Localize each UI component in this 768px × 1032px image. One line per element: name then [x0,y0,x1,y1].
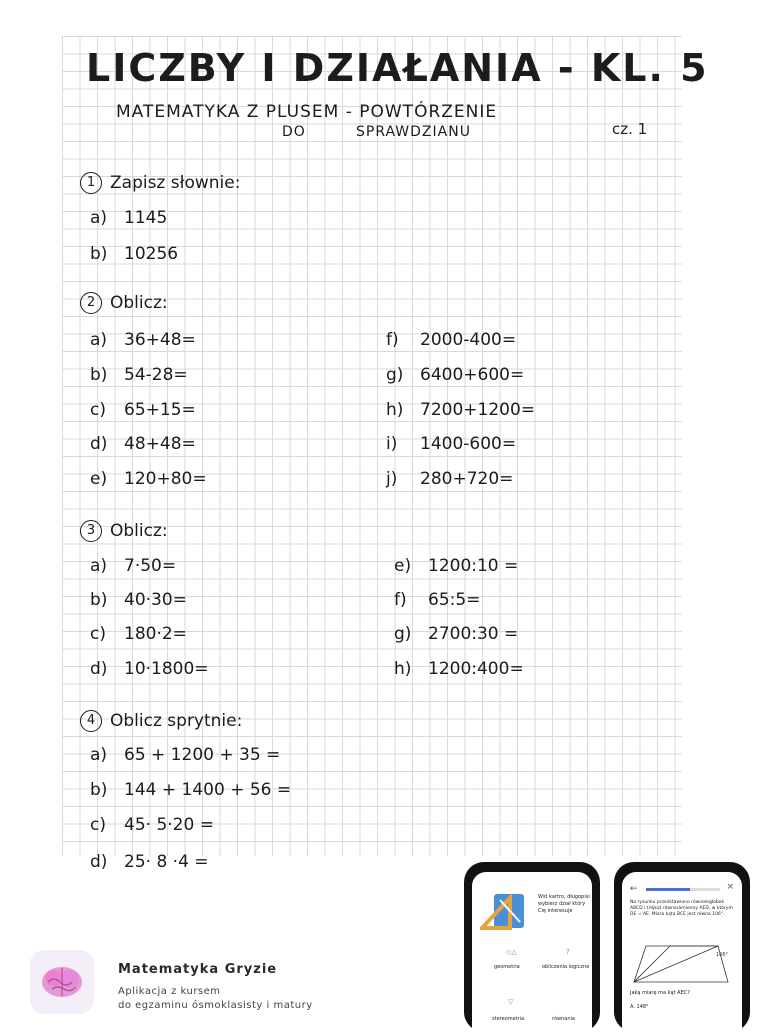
list-item [90,815,214,835]
section-number: 1 [80,172,102,194]
item-expression: 6400+600= [420,365,525,385]
list-item [90,244,178,264]
phone-screen [472,872,592,1032]
item-letter: c) [90,624,106,644]
list-item [386,469,513,489]
item-letter: h) [386,400,404,420]
solid-icon: ▽ [508,998,514,1006]
list-item [394,659,524,679]
item-letter: a) [90,330,108,350]
phone-mockup-problem [614,862,750,1032]
item-expression: 36+48= [124,330,196,350]
item-expression: 54-28= [124,365,188,385]
part-label: cz. 1 [612,120,648,138]
logic-icon: ? [566,948,570,956]
geometry-tools-icon [480,890,532,934]
item-letter: i) [386,434,398,454]
back-arrow-icon[interactable]: ← [630,884,638,894]
item-expression: 120+80= [124,469,207,489]
item-letter: j) [386,469,398,489]
item-letter: a) [90,556,108,576]
section-title: Oblicz: [110,521,168,541]
phone-intro-text: Wst kartro, długopisi wybierz dział który Cię interesuje [538,894,590,914]
section-title: Oblicz: [110,293,168,313]
list-item [90,469,207,489]
item-expression: 65 + 1200 + 35 = [124,745,281,765]
item-expression: 65:5= [428,590,481,610]
close-icon[interactable]: × [726,882,734,892]
question-text: Jaką miarę ma kąt AEC? [630,990,690,996]
item-expression: 2700:30 = [428,624,519,644]
item-letter: c) [90,400,106,420]
list-item [394,624,518,644]
brand-tagline-continued: do egzaminu ósmoklasisty i matury [118,1000,313,1011]
list-item [90,745,280,765]
brand-name: Matematyka Gryzie [118,962,278,977]
section-2-heading [80,292,168,314]
section-number: 2 [80,292,102,314]
item-letter: e) [394,556,412,576]
phone-screen [622,872,742,1032]
answer-option[interactable]: A. 148° [630,1004,649,1010]
problem-text: Na rysunku przedstawiono równoległobok ABCD i trójkąt równoramienny AED, w którym DE = AE. Miara kąta BCE jest równa 106°. [630,900,733,917]
item-expression: 180·2= [124,624,187,644]
item-expression: 48+48= [124,434,196,454]
item-letter: g) [394,624,412,644]
item-expression: 40·30= [124,590,187,610]
item-expression: 1200:400= [428,659,524,679]
list-item [90,330,196,350]
geometry-figure [630,942,734,986]
item-letter: a) [90,745,108,765]
item-letter: g) [386,365,404,385]
list-item [90,659,209,679]
list-item [90,852,209,872]
item-letter: f) [394,590,407,610]
item-expression: 10·1800= [124,659,209,679]
item-expression: 7·50= [124,556,177,576]
list-item [386,365,524,385]
topic-tile[interactable]: geometria [494,964,520,970]
app-logo[interactable] [30,950,94,1014]
item-expression: 1400-600= [420,434,517,454]
section-number: 3 [80,520,102,542]
list-item [386,330,516,350]
page-title: LICZBY I DZIAŁANIA - KL. 5 [86,46,709,90]
item-letter: b) [90,780,108,800]
list-item [90,624,187,644]
brand-tagline: Aplikacja z kursem [118,986,221,997]
item-letter: h) [394,659,412,679]
item-expression: 65+15= [124,400,196,420]
list-item [90,365,188,385]
item-expression: 25· 8 ·4 = [124,852,209,872]
item-letter: d) [90,659,108,679]
item-letter: d) [90,434,108,454]
item-expression: 10256 [124,244,179,264]
list-item [394,556,518,576]
item-expression: 280+720= [420,469,514,489]
phone-mockup-topics [464,862,600,1032]
item-letter: e) [90,469,108,489]
item-letter: b) [90,590,108,610]
topic-tile[interactable]: równania [552,1016,575,1022]
list-item [90,590,187,610]
item-expression: 2000-400= [420,330,517,350]
page-subtitle-continued: SPRAWDZIANU [356,124,471,140]
item-letter: d) [90,852,108,872]
section-4-heading [80,710,242,732]
list-item [386,434,516,454]
list-item [394,590,480,610]
item-expression: 7200+1200= [420,400,536,420]
item-expression: 1200:10 = [428,556,519,576]
shapes-icon: ◇△ [506,948,517,956]
item-letter: a) [90,208,108,228]
page-subtitle-do: DO [282,124,306,140]
list-item [90,780,291,800]
progress-track [646,888,720,891]
item-expression: 1145 [124,208,168,228]
list-item [90,208,167,228]
topic-tile[interactable]: stereometria [492,1016,525,1022]
section-1-heading [80,172,240,194]
list-item [90,434,196,454]
page-subtitle: MATEMATYKA Z PLUSEM - POWTÓRZENIE [116,102,498,122]
list-item [386,400,535,420]
item-letter: c) [90,815,106,835]
topic-tile[interactable]: obliczenia logiczne [542,964,590,970]
progress-fill [646,888,690,891]
section-title: Oblicz sprytnie: [110,711,243,731]
section-title: Zapisz słownie: [110,173,241,193]
list-item [90,400,196,420]
section-3-heading [80,520,168,542]
brain-icon [38,962,86,1002]
section-number: 4 [80,710,102,732]
item-expression: 45· 5·20 = [124,815,214,835]
item-expression: 144 + 1400 + 56 = [124,780,292,800]
list-item [90,556,176,576]
angle-label: 106° [716,952,729,958]
item-letter: f) [386,330,399,350]
item-letter: b) [90,244,108,264]
item-letter: b) [90,365,108,385]
